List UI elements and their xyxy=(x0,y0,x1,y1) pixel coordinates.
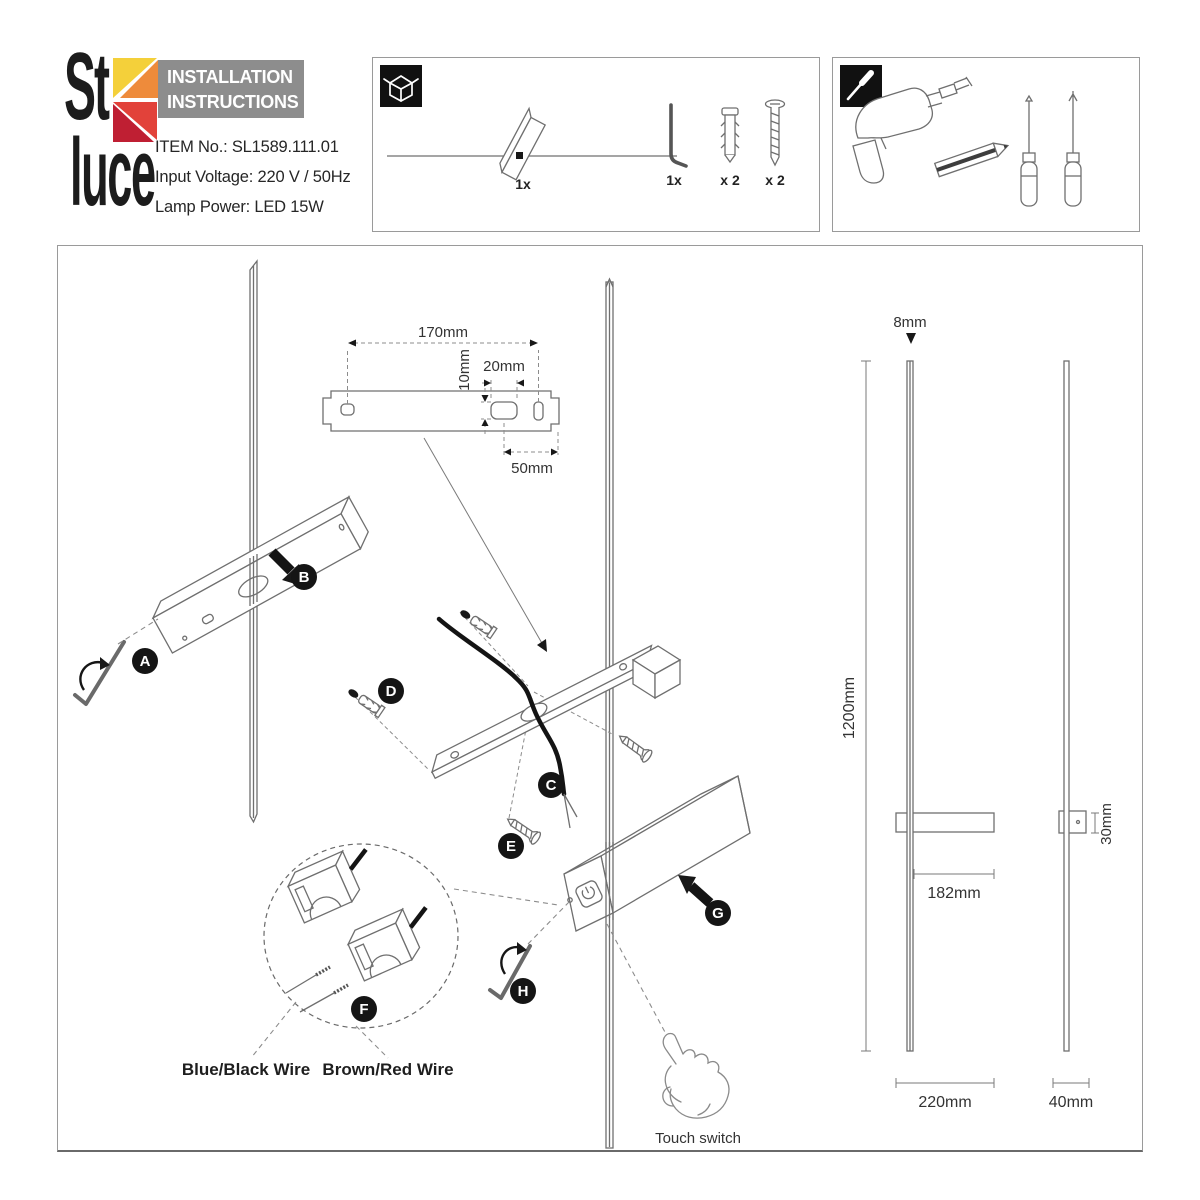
step-badge-c xyxy=(538,772,564,798)
step-badge-g xyxy=(705,900,731,926)
wire-connector-2 xyxy=(344,900,443,981)
item-number: ITEM No.: SL1589.111.01 xyxy=(155,138,339,156)
wall-plug-d1 xyxy=(457,606,496,638)
hex-key-qty: 1x xyxy=(666,172,682,188)
tools-required-box xyxy=(832,57,1140,232)
hand-touch xyxy=(607,924,729,1118)
phillips-screwdriver-icon xyxy=(1065,91,1081,206)
wire-label-blue-black: Blue/Black Wire xyxy=(181,1060,311,1079)
mounting-plate-dimensions xyxy=(323,324,559,652)
step-badge-f xyxy=(351,996,377,1022)
mounting-plate-3d xyxy=(426,645,661,779)
step-d-label: D xyxy=(385,683,397,700)
dim-slot-height: 10mm xyxy=(456,349,473,391)
lamp-body-upper xyxy=(148,497,374,653)
wire-connector-1 xyxy=(284,842,383,923)
product-info xyxy=(155,132,351,222)
arrow-g xyxy=(678,875,710,903)
wall-rod-left xyxy=(250,261,257,822)
step-f-label: F xyxy=(359,1001,369,1018)
step-c-label: C xyxy=(545,777,557,794)
tools-art xyxy=(833,58,1138,230)
screw-e2 xyxy=(616,731,654,764)
brand-logo-bottom: luce xyxy=(70,119,155,226)
dim-arm-length: 182mm xyxy=(927,885,981,902)
screw-part xyxy=(765,100,785,188)
lamp-part xyxy=(387,109,677,192)
dim-height: 1200mm xyxy=(841,676,858,740)
lamp-qty: 1x xyxy=(515,176,531,192)
sheet-title xyxy=(158,60,304,118)
lamp-body-part xyxy=(497,109,549,180)
step-badge-b xyxy=(291,564,317,590)
wire-label-brown-red: Brown/Red Wire xyxy=(322,1060,454,1079)
step-badge-e xyxy=(498,833,524,859)
dim-base-width: 220mm xyxy=(918,1094,972,1111)
hex-key-part xyxy=(666,105,686,188)
flat-screwdriver-icon xyxy=(1021,96,1037,206)
side-view xyxy=(1049,361,1115,1111)
pencil-icon xyxy=(935,139,1010,177)
dim-side-offset: 50mm xyxy=(511,460,553,477)
input-wires xyxy=(286,967,348,1012)
lamp-power: Lamp Power: LED 15W xyxy=(155,198,324,216)
assembly-diagram xyxy=(58,246,1141,1149)
dim-rod-diameter: 8mm xyxy=(893,314,927,331)
step-b-label: B xyxy=(298,569,310,586)
step-g-label: G xyxy=(712,905,724,922)
step-h-label: H xyxy=(517,983,529,1000)
step-badge-d xyxy=(378,678,404,704)
assembly-diagram-box xyxy=(57,245,1143,1152)
step-badge-h xyxy=(510,978,536,1004)
package-contents-box xyxy=(372,57,820,232)
front-view xyxy=(841,314,994,1111)
wall-rod-center xyxy=(606,279,613,1148)
step-badge-a xyxy=(132,648,158,674)
step-a-label: A xyxy=(139,653,151,670)
brand-logo-top: St xyxy=(64,33,108,140)
dim-plate-length: 170mm xyxy=(417,324,469,341)
anchor-qty: x 2 xyxy=(720,172,740,188)
mounting-assembly xyxy=(345,606,680,859)
dim-slot-width: 20mm xyxy=(483,358,525,375)
touch-switch-label: Touch switch xyxy=(655,1130,741,1147)
screw-qty: x 2 xyxy=(765,172,785,188)
package-contents-art xyxy=(373,58,818,230)
input-voltage: Input Voltage: 220 V / 50Hz xyxy=(155,168,351,186)
dim-body-height: 30mm xyxy=(1098,803,1115,845)
dim-side-depth: 40mm xyxy=(1048,1094,1094,1111)
step-e-label: E xyxy=(505,838,517,855)
sheet-title-line2: INSTRUCTIONS xyxy=(167,92,299,112)
wall-anchor-part xyxy=(720,108,740,188)
connector-detail-circle xyxy=(251,842,558,1058)
sheet-title-line1: INSTALLATION xyxy=(167,67,293,87)
